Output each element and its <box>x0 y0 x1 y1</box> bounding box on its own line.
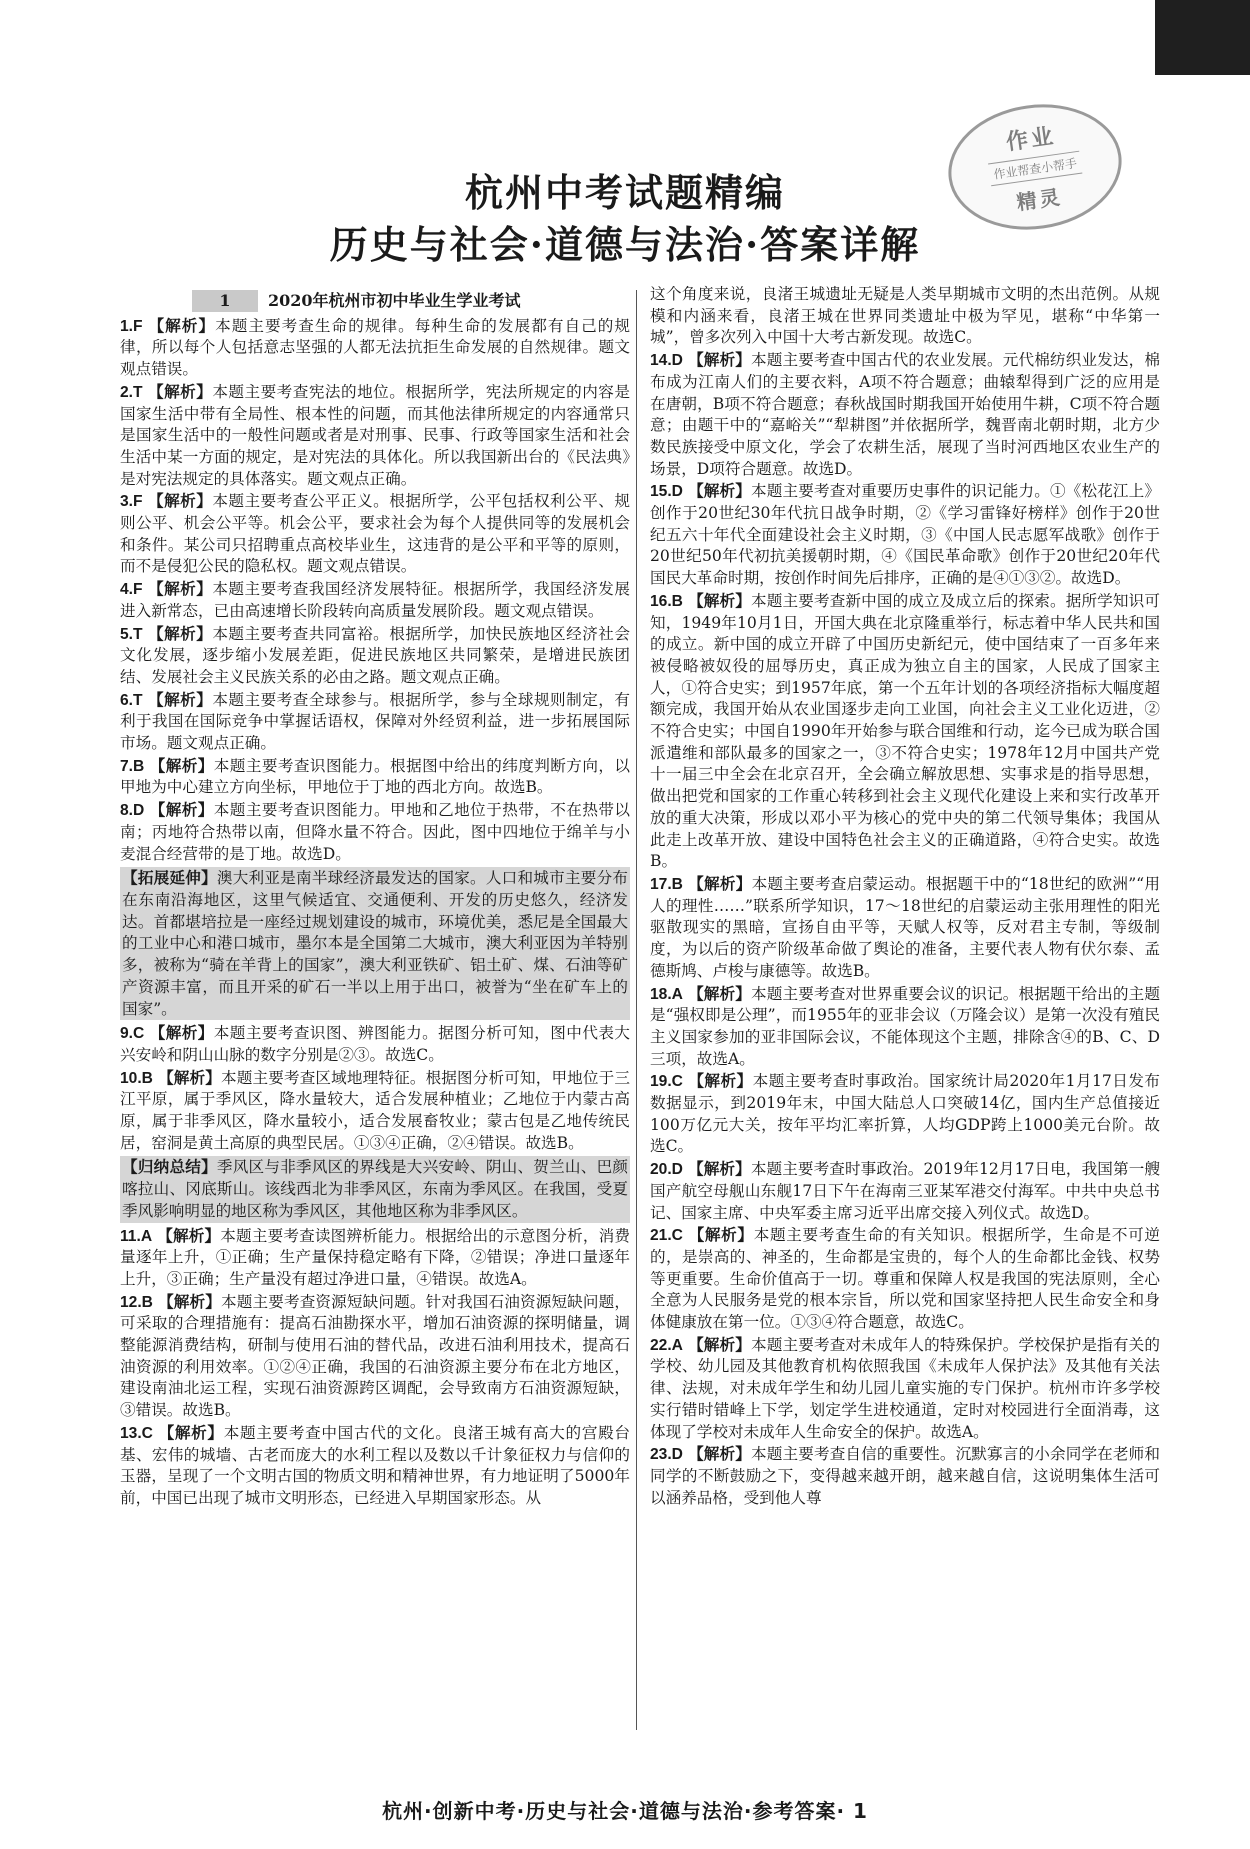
analysis-tag: 【解析】 <box>147 689 213 709</box>
question-number: 6.T <box>120 691 143 709</box>
box-tag: 【拓展延伸】 <box>122 868 217 888</box>
question-number: 15.D <box>650 483 683 501</box>
question-number: 19.C <box>650 1073 683 1091</box>
question-number: 20.D <box>650 1161 683 1179</box>
analysis-text: 本题主要考查中国古代的文化。良渚王城有高大的宫殿台基、宏伟的城墙、古老而庞大的水利工程以及数以千计象征权力与信仰的玉器，呈现了一个文明古国的物质文明和精神世界，有力地证明了5000年前，中国已出现了城市文明形态，已经进入早期国家形态。从 <box>120 1423 630 1507</box>
question-number: 4.F <box>120 581 143 599</box>
analysis-tag: 【解析】 <box>147 623 213 643</box>
summary-box <box>120 1156 630 1222</box>
question-number: 14.D <box>650 352 683 370</box>
analysis-tag: 【解析】 <box>148 315 216 335</box>
analysis-text: 本题主要考查对未成年人的特殊保护。学校保护是指有关的学校、幼儿园及其他教育机构依照我国《未成年人保护法》及其他有关法律、法规，对未成年学生和幼儿园儿童实施的专门保护。杭州市许多学校实行错时错峰上下学，划定学生进校通道，定时对校园进行全面消毒，这体现了学校对未成年人生命安全的保护。故选A。 <box>650 1335 1160 1441</box>
analysis-text: 本题主要考查时事政治。国家统计局2020年1月17日发布数据显示，到2019年末，中国大陆总人口突破14亿，国内生产总值接近100万亿元大关，按年平均汇率折算，人均GDP跨上1000美元台阶。故选C。 <box>650 1072 1160 1156</box>
analysis-text: 本题主要考查读图辨析能力。根据给出的示意图分析，消费量逐年上升，①正确；生产量保持稳定略有下降，②错误；净进口量逐年上升，③正确；生产量没有超过净进口量，④错误。故选A。 <box>120 1226 630 1288</box>
answer-item <box>650 1224 1160 1334</box>
answer-item <box>120 315 630 381</box>
analysis-tag: 【解析】 <box>158 1067 222 1087</box>
question-number: 1.F <box>120 317 143 335</box>
analysis-text: 本题主要考查公平正义。根据所学，公平包括权利公平、规则公平、机会公平等。机会公平，要求社会为每个人提供同等的发展机会和条件。某公司只招聘重点高校毕业生，这违背的是公平和平等的原则，而不是侵犯公民的隐私权。题文观点错误。 <box>120 492 630 576</box>
answer-item <box>120 490 630 578</box>
analysis-tag: 【解析】 <box>688 873 752 893</box>
question-number: 5.T <box>120 625 143 643</box>
question-number: 11.A <box>120 1227 153 1245</box>
question-number: 3.F <box>120 493 143 511</box>
analysis-tag: 【解析】 <box>147 381 213 401</box>
analysis-text: 本题主要考查宪法的地位。根据所学，宪法所规定的内容是国家生活中带有全局性、根本性的问题，而其他法律所规定的内容通常只是国家生活中的一般性问题或者是对刑事、民事、行政等国家生活和社会生活中某一方面的规定，是对宪法的具体化。所以我国新出台的《民法典》是对宪法规定的具体落实。题文观点正确。 <box>120 382 630 488</box>
stamp-line1: 作业 <box>1004 123 1058 156</box>
answer-item <box>650 480 1160 590</box>
analysis-text: 本题主要考查中国古代的农业发展。元代棉纺织业发达，棉布成为江南人们的主要衣料，A项不符合题意；曲辕犁得到广泛的应用是在唐朝，B项不符合题意；春秋战国时期我国开始使用牛耕，C项不符合题意；由题干中的“嘉峪关”“犁耕图”并依据所学，魏晋南北朝时期，北方少数民族接受中原文化，学会了农耕生活，展现了当时河西地区农业生产的场景，D项符合题意。故选D。 <box>650 351 1160 478</box>
analysis-tag: 【解析】 <box>688 350 752 370</box>
analysis-text: 本题主要考查启蒙运动。根据题干中的“18世纪的欧洲”“用人的理性……”联系所学知识，17～18世纪的启蒙运动主张用理性的阳光驱散现实的黑暗，宣扬自由平等，天赋人权等，反对君主专制，等级制度，为以后的资产阶级革命做了舆论的准备，主要代表人物有伏尔泰、孟德斯鸠、卢梭与康德等。故选B。 <box>650 874 1160 980</box>
corner-bar <box>1155 0 1250 75</box>
analysis-text: 本题主要考查共同富裕。根据所学，加快民族地区经济社会文化发展，逐步缩小发展差距，促进民族地区共同繁荣，是增进民族团结、发展社会主义民族关系的必由之路。题文观点正确。 <box>120 624 630 686</box>
page-subtitle: 历史与社会·道德与法治·答案详解 <box>329 222 921 267</box>
question-number: 21.C <box>650 1227 683 1245</box>
answer-item <box>120 1067 630 1155</box>
analysis-text: 本题主要考查全球参与。根据所学，参与全球规则制定，有利于我国在国际竞争中掌握话语权，保障对外经贸利益，进一步拓展国际市场。题文观点正确。 <box>120 690 630 753</box>
analysis-text: 本题主要考查自信的重要性。沉默寡言的小余同学在老师和同学的不断鼓励之下，变得越来越开朗，越来越自信，这说明集体生活可以涵养品格，受到他人尊 <box>650 1445 1160 1507</box>
answer-item <box>650 1334 1160 1444</box>
analysis-text: 本题主要考查生命的规律。每种生命的发展都有自己的规律，所以每个人包括意志坚强的人都无法抗拒生命发展的自然规律。题文观点错误。 <box>120 316 630 379</box>
analysis-text: 本题主要考查识图能力。甲地和乙地位于热带，不在热带以南；丙地符合热带以南，但降水量不符合。因此，图中四地位于绵羊与小麦混合经营带的是丁地。故选D。 <box>120 801 630 863</box>
analysis-tag: 【解析】 <box>688 1334 752 1354</box>
box-text: 季风区与非季风区的界线是大兴安岭、阴山、贺兰山、巴颜喀拉山、冈底斯山。该线西北为非季风区，东南为季风区。在我国，受夏季风影响明显的地区称为季风区，其他地区称为非季风区。 <box>122 1158 628 1220</box>
analysis-tag: 【解析】 <box>147 491 213 511</box>
analysis-text: 本题主要考查识图能力。根据图中给出的纬度判断方向，以甲地为中心建立方向坐标，甲地位于丁地的西北方向。故选B。 <box>120 756 630 797</box>
question-number: 18.A <box>650 985 683 1003</box>
analysis-tag: 【解析】 <box>147 579 213 599</box>
question-number: 9.C <box>120 1025 145 1043</box>
answer-item <box>650 1070 1160 1158</box>
analysis-tag: 【解析】 <box>688 1071 753 1091</box>
question-number: 23.D <box>650 1446 683 1464</box>
column-divider <box>636 290 637 1730</box>
analysis-text: 本题主要考查对世界重要会议的识记。根据题干给出的主题是“强权即是公理”，而1955年的亚非会议（万隆会议）是第一次没有殖民主义国家参加的亚非国际会议，不能体现这个主题，排除含④的B、C、D三项，故选A。 <box>650 984 1160 1068</box>
question-number: 22.A <box>650 1336 683 1354</box>
analysis-tag: 【解析】 <box>149 755 214 775</box>
analysis-tag: 【解析】 <box>688 481 752 501</box>
analysis-text: 本题主要考查新中国的成立及成立后的探索。据所学知识可知，1949年10月1日，开国大典在北京隆重举行，标志着中华人民共和国的成立。新中国的成立开辟了中国历史新纪元，使中国结束了一百多年来被侵略被奴役的屈辱历史，真正成为独立自主的国家，人民成了国家主人，①符合史实；到1957年底，第一个五年计划的各项经济指标大幅度超额完成，我国开始从农业国逐步走向工业国，向社会主义工业化迈进，②不符合史实；中国自1990年开始参与联合国维和行动，迄今已成为联合国派遣维和部队最多的国家之一，③不符合史实；1978年12月中国共产党十一届三中全会在北京召开，全会确立解放思想、实事求是的指导思想，做出把党和国家的工作重心转移到社会主义现代化建设上来和实行改革开放的重大决策，形成以邓小平为核心的党中央的第二代领导集体；我国从此走上改革开放、建设中国特色社会主义的正确道路，④符合史实。故选B。 <box>650 591 1160 871</box>
answer-item <box>120 799 630 865</box>
answer-item <box>120 623 630 689</box>
answer-item <box>120 1422 630 1510</box>
section-heading <box>120 290 630 312</box>
page-header <box>0 168 1250 272</box>
question-number: 10.B <box>120 1069 153 1087</box>
page-title: 杭州中考试题精编 <box>464 170 785 215</box>
analysis-text: 本题主要考查识图、辨图能力。据图分析可知，图中代表大兴安岭和阴山山脉的数字分别是②③。故选C。 <box>120 1024 630 1064</box>
answer-item <box>650 983 1160 1071</box>
question-number: 7.B <box>120 757 145 775</box>
question-number: 12.B <box>120 1293 153 1311</box>
continued-text: 这个角度来说，良渚王城遗址无疑是人类早期城市文明的杰出范例。从规模和内涵来看，良渚王城在世界同类遗址中极为罕见，堪称“中华第一城”，曾多次列入中国十大考古新发现。故选C。 <box>650 285 1160 347</box>
analysis-tag: 【解析】 <box>688 1444 752 1464</box>
box-tag: 【归纳总结】 <box>122 1157 217 1177</box>
box-text: 澳大利亚是南半球经济最发达的国家。人口和城市主要分布在东南沿海地区，这里气候适宜、交通便利、开发的历史悠久，经济发达。首都堪培拉是一座经过规划建设的城市，环境优美，悉尼是全国最大的工业中心和港口城市，墨尔本是全国第二大城市，澳大利亚因为羊特别多，被称为“骑在羊背上的国家”，澳大利亚铁矿、铝土矿、煤、石油等矿产资源丰富，而且开采的矿石一半以上用于出口，被誉为“坐在矿车上的国家”。 <box>122 869 628 1018</box>
question-number: 16.B <box>650 592 683 610</box>
answer-item <box>120 1022 630 1066</box>
section-title: 2020年杭州市初中毕业生学业考试 <box>268 291 521 310</box>
question-number: 13.C <box>120 1424 153 1442</box>
right-column <box>650 284 1160 1509</box>
answer-item <box>120 755 630 799</box>
analysis-text: 本题主要考查对重要历史事件的识记能力。①《松花江上》创作于20世纪30年代抗日战争时期，②《学习雷锋好榜样》创作于20世纪五六十年代全面建设社会主义时期，③《中国人民志愿军战歌》创作于20世纪50年代初抗美援朝时期，④《国民革命歌》创作于20世纪20年代国民大革命时期，按创作时间先后排序，正确的是④①③②。故选D。 <box>650 482 1160 588</box>
left-column <box>120 290 630 1510</box>
answer-item <box>650 1158 1160 1224</box>
answer-item <box>650 590 1160 873</box>
section-number: 1 <box>192 290 258 312</box>
answer-item <box>120 381 630 491</box>
analysis-tag: 【解析】 <box>688 590 752 610</box>
analysis-tag: 【解析】 <box>158 1422 224 1442</box>
stamp-line3: 精灵 <box>1015 184 1064 215</box>
question-number: 17.B <box>650 875 683 893</box>
answer-item <box>120 1225 630 1291</box>
analysis-tag: 【解析】 <box>149 1023 214 1043</box>
analysis-tag: 【解析】 <box>157 1225 221 1245</box>
question-number: 2.T <box>120 383 143 401</box>
analysis-tag: 【解析】 <box>158 1291 222 1311</box>
answer-item <box>650 873 1160 983</box>
analysis-tag: 【解析】 <box>688 1159 751 1179</box>
answer-item <box>120 689 630 755</box>
answer-item <box>120 1291 630 1422</box>
analysis-text: 本题主要考查生命的有关知识。根据所学，生命是不可逆的，是崇高的、神圣的，生命都是宝贵的，每个人的生命都比金钱、权势等更重要。生命价值高于一切。尊重和保障人权是我国的宪法原则，全心全意为人民服务是党的根本宗旨，所以党和国家坚持把人民生命安全和身体健康放在第一位。①③④符合题意，故选C。 <box>650 1226 1160 1332</box>
question-number: 8.D <box>120 802 145 820</box>
analysis-text: 本题主要考查区域地理特征。根据图分析可知，甲地位于三江平原，属于季风区，降水量较大，适合发展种植业；乙地位于内蒙古高原，属于非季风区，降水量较小，适合发展畜牧业；蒙古包是乙地传统民居，窑洞是黄土高原的典型民居。①③④正确，②④错误。故选B。 <box>120 1068 630 1152</box>
analysis-tag: 【解析】 <box>688 1225 754 1245</box>
extension-box <box>120 867 630 1020</box>
analysis-text: 本题主要考查时事政治。2019年12月17日电，我国第一艘国产航空母舰山东舰17日下午在海南三亚某军港交付海军。中共中央总书记、国家主席、中央军委主席习近平出席交接入列仪式。故选D。 <box>650 1160 1160 1222</box>
analysis-text: 本题主要考查资源短缺问题。针对我国石油资源短缺问题，可采取的合理措施有：提高石油勘探水平，增加石油资源的探明储量，调整能源消费结构，研制与使用石油的替代品，改进石油利用技术，提高石油资源的利用效率。①②④正确，我国的石油资源主要分布在北方地区，建设南油北运工程，实现石油资源跨区调配，会导致南方石油资源短缺，③错误。故选B。 <box>120 1292 630 1420</box>
page-footer: 杭州·创新中考·历史与社会·道德与法治·参考答案· 1 <box>382 1799 868 1823</box>
analysis-text: 本题主要考查我国经济发展特征。根据所学，我国经济发展进入新常态，已由高速增长阶段转向高质量发展阶段。题文观点错误。 <box>120 580 630 620</box>
answer-item <box>650 349 1160 480</box>
analysis-tag: 【解析】 <box>149 800 214 820</box>
answer-item <box>120 578 630 622</box>
analysis-tag: 【解析】 <box>688 983 752 1003</box>
stamp-line2: 作业帮查小帮手 <box>988 150 1082 186</box>
answer-item <box>650 1443 1160 1509</box>
